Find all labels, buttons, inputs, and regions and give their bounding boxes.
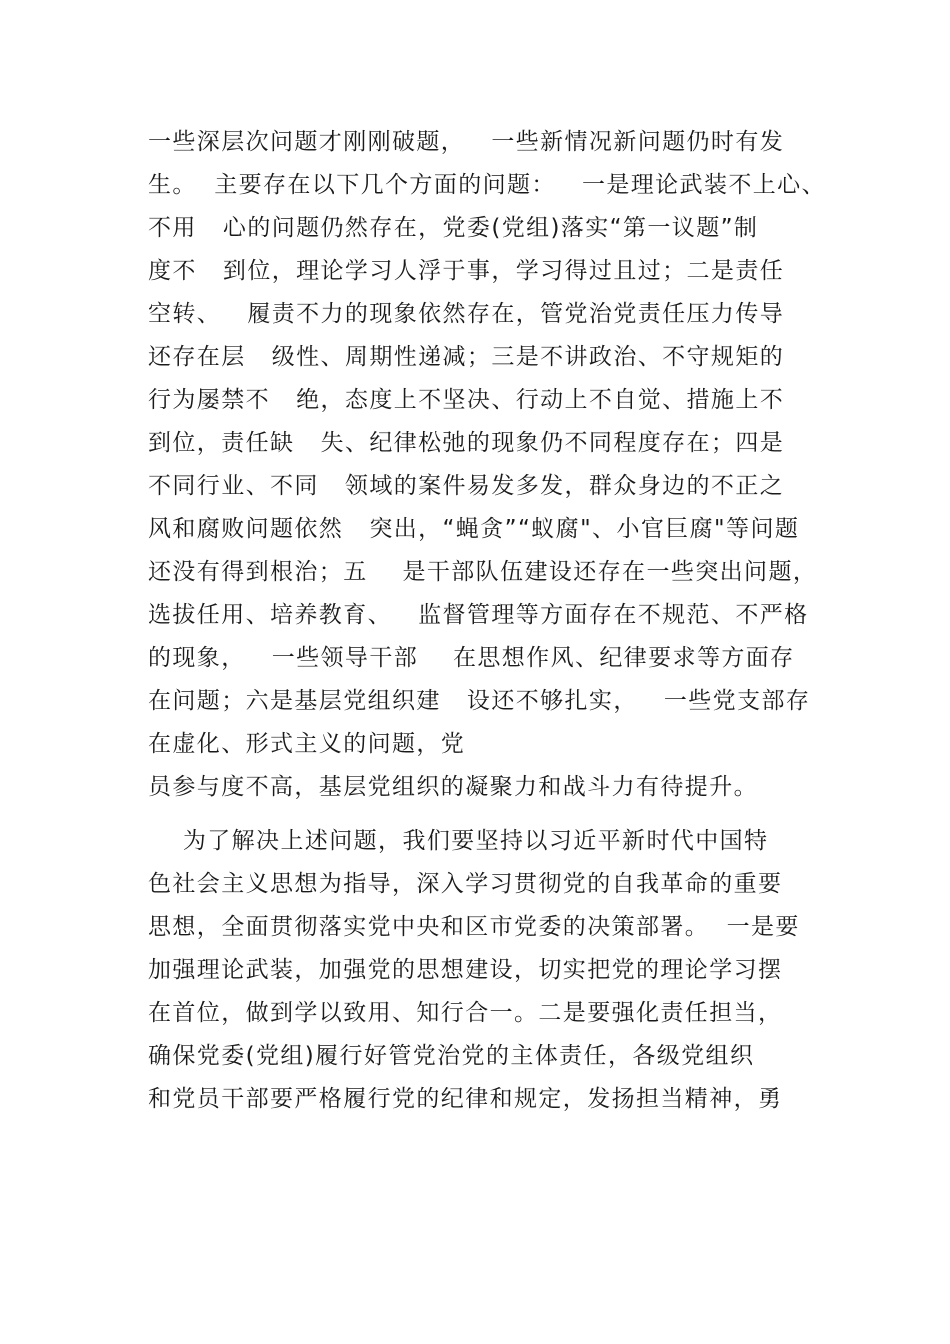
text-line: 还没有得到根治；五 是干部队伍建设还存在一些突出问题， [148,559,818,585]
text-line: 在首位，做到学以致用、知行合一。二是要强化责任担当， [148,1000,783,1026]
text-line: 还存在层 级性、周期性递减；三是不讲政治、不守规矩的 [148,344,785,370]
text-line: 的现象， 一些领导干部 在思想作风、纪律要求等方面存 [148,645,795,671]
text-line: 选拔任用、培养教育、 监督管理等方面存在不规范、不严格 [148,602,809,628]
text-line: 为了解决上述问题，我们要坚持以习近平新时代中国特 [148,828,769,854]
text-line: 到位，责任缺 失、纪律松弛的现象仍不同程度存在；四是 [148,430,785,456]
text-line: 在虚化、形式主义的问题，党 [148,731,466,757]
text-line: 加强理论武装，加强党的思想建设，切实把党的理论学习摆 [148,957,783,983]
text-line: 一些深层次问题才刚刚破题， 一些新情况新问题仍时有发 [148,129,785,155]
text-line: 和党员干部要严格履行党的纪律和规定，发扬担当精神，勇 [148,1086,783,1112]
text-line: 不用 心的问题仍然存在，党委(党组)落实“第一议题”制 [148,215,759,241]
text-line: 思想，全面贯彻落实党中央和区市党委的决策部署。 一是要 [148,914,800,940]
text-line: 色社会主义思想为指导，深入学习贯彻党的自我革命的重要 [148,871,783,897]
text-line: 员参与度不高，基层党组织的凝聚力和战斗力有待提升。 [148,774,758,800]
text-line: 在问题；六是基层党组织建 设还不够扎实， 一些党支部存 [148,688,811,714]
text-line: 风和腐败问题依然 突出，“蝇贪”“蚁腐"、小官巨腐"等问题 [148,516,800,542]
text-line: 确保党委(党组)履行好管党治党的主体责任，各级党组织 [148,1043,755,1069]
text-line: 度不 到位，理论学习人浮于事，学习得过且过；二是责任 [148,258,785,284]
text-line: 不同行业、不同 领域的案件易发多发，群众身边的不正之 [148,473,785,499]
text-line: 行为屡禁不 绝，态度上不坚决、行动上不自觉、措施上不 [148,387,785,413]
text-line: 生。 主要存在以下几个方面的问题： 一是理论武装不上心、 [148,172,826,198]
text-line: 空转、 履责不力的现象依然存在，管党治党责任压力传导 [148,301,785,327]
